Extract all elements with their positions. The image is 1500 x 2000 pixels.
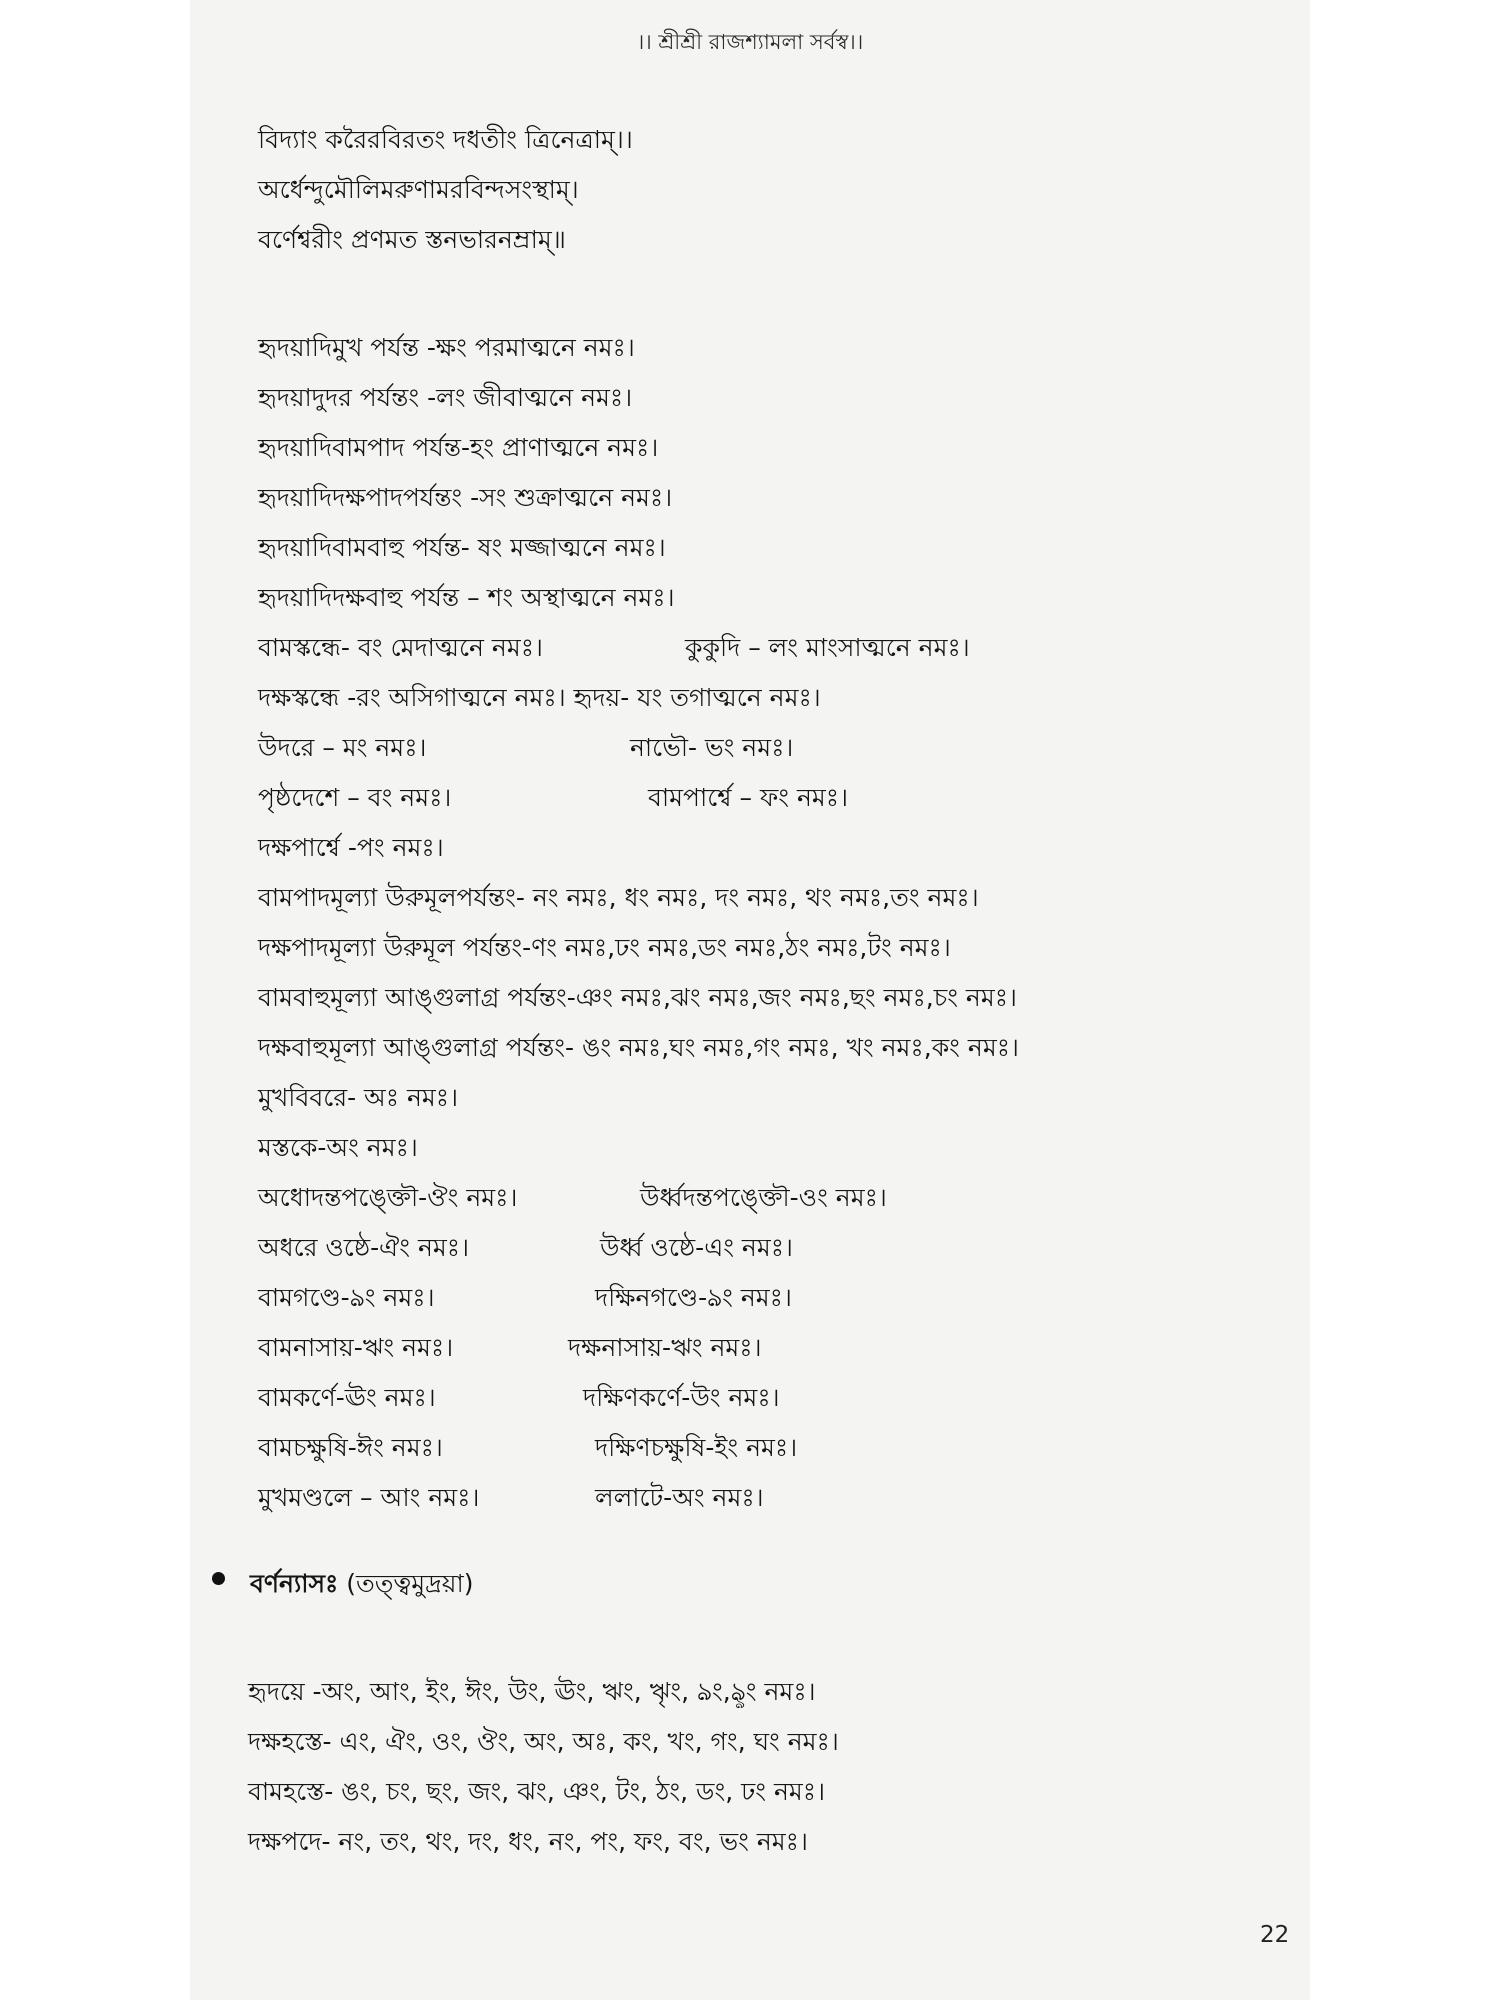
verse-line: বর্ণেশ্বরীং প্রণমত স্তনভারনম্রাম্॥ xyxy=(258,225,566,254)
nyasa-line: বামবাহুমূল্যা আঙ্গুলাগ্র পর্যন্তং-ঞং নমঃ,ঝং নমঃ,জং নমঃ,ছং নমঃ,চং নমঃ। xyxy=(258,983,1017,1012)
nyasa-line: অধোদন্তপঙ্ক্তৌ-ঔং নমঃ। xyxy=(258,1183,518,1212)
page-number: 22 xyxy=(1260,1922,1290,1948)
margin-left xyxy=(0,0,190,2000)
nyasa-line: বামগণ্ডে-ঌং নমঃ। xyxy=(258,1283,435,1312)
nyasa-line: পৃষ্ঠদেশে – বং নমঃ। xyxy=(258,783,452,812)
nyasa-line: হৃদয়াদিবামপাদ পর্যন্ত-হং প্রাণাত্মনে নমঃ। xyxy=(258,433,659,462)
nyasa-line-right: দক্ষিণকর্ণে-উং নমঃ। xyxy=(583,1383,780,1412)
nyasa-line-right: দক্ষনাসায়-ঋং নমঃ। xyxy=(568,1333,762,1362)
section-subtitle: (তত্ত্বমুদ্রয়া) xyxy=(338,1569,474,1598)
nyasa-line: বামনাসায়-ঋং নমঃ। xyxy=(258,1333,454,1362)
nyasa-line-right: উর্ধ্ব ওষ্ঠে-এং নমঃ। xyxy=(600,1233,793,1262)
section-title: বর্ণন্যাসঃ xyxy=(250,1569,339,1598)
nyasa-line: হৃদয়াদিবামবাহু পর্যন্ত- ষং মজ্জাত্মনে নমঃ। xyxy=(258,533,666,562)
nyasa-line-right: কুকুদি – লং মাংসাত্মনে নমঃ। xyxy=(685,633,970,662)
nyasa-line: দক্ষপাদমূল্যা উরুমূল পর্যন্তং-ণং নমঃ,ঢং নমঃ,ডং নমঃ,ঠং নমঃ,টং নমঃ। xyxy=(258,933,951,962)
nyasa-line: হৃদয়াদিমুখ পর্যন্ত -ক্ষং পরমাত্মনে নমঃ। xyxy=(258,333,635,362)
nyasa-line: দক্ষবাহুমূল্যা আঙ্গুলাগ্র পর্যন্তং- ঙং নমঃ,ঘং নমঃ,গং নমঃ, খং নমঃ,কং নমঃ। xyxy=(258,1033,1019,1062)
varna-line: হৃদয়ে -অং, আং, ইং, ঈং, উং, ঊং, ঋং, ৠং, ঌং,ৡং নমঃ। xyxy=(248,1677,816,1706)
verse-line: বিদ্যাং করৈরবিরতং দধতীং ত্রিনেত্রাম্।। xyxy=(258,125,633,154)
nyasa-line: বামস্কন্ধে- বং মেদাত্মনে নমঃ। xyxy=(258,633,543,662)
nyasa-line: উদরে – মং নমঃ। xyxy=(258,733,427,762)
nyasa-line: মুখমণ্ডলে – আং নমঃ। xyxy=(258,1483,480,1512)
nyasa-line: বামকর্ণে-ঊং নমঃ। xyxy=(258,1383,436,1412)
nyasa-line: দক্ষপার্শ্বে -পং নমঃ। xyxy=(258,833,444,862)
varna-line: দক্ষপদে- নং, তং, থং, দং, ধং, নং, পং, ফং, বং, ভং নমঃ। xyxy=(248,1827,808,1856)
section-heading xyxy=(250,1564,474,1607)
varna-line: বামহস্তে- ঙং, চং, ছং, জং, ঝং, ঞং, টং, ঠং, ডং, ঢং নমঃ। xyxy=(248,1777,826,1806)
book-page xyxy=(190,0,1310,2000)
nyasa-line-right: নাভৌ- ভং নমঃ। xyxy=(630,733,794,762)
nyasa-line: অধরে ওষ্ঠে-ঐং নমঃ। xyxy=(258,1233,470,1262)
page-header: ।। শ্রীশ্রী রাজশ্যামলা সর্বস্ব।। xyxy=(636,30,864,54)
verse-line: অর্ধেন্দুমৌলিমরুণামরবিন্দসংস্থাম্। xyxy=(258,175,579,204)
nyasa-line-right: ললাটে-অং নমঃ। xyxy=(595,1483,764,1512)
nyasa-line-right: দক্ষিনগণ্ডে-ঌং নমঃ। xyxy=(595,1283,792,1312)
nyasa-line: হৃদয়াদিদক্ষপাদপর্যন্তং -সং শুক্রাত্মনে নমঃ। xyxy=(258,483,673,512)
nyasa-line-right: দক্ষিণচক্ষুষি-ইং নমঃ। xyxy=(595,1433,798,1462)
nyasa-line: হৃদয়াদিদক্ষবাহু পর্যন্ত – শং অস্থাত্মনে নমঃ। xyxy=(258,583,675,612)
nyasa-line: বামচক্ষুষি-ঈং নমঃ। xyxy=(258,1433,443,1462)
nyasa-line: দক্ষস্কন্ধে -রং অসিগাত্মনে নমঃ। হৃদয়- যং তগাত্মনে নমঃ। xyxy=(258,683,821,712)
nyasa-line: বামপাদমূল্যা উরুমূলপর্যন্তং- নং নমঃ, ধং নমঃ, দং নমঃ, থং নমঃ,তং নমঃ। xyxy=(258,883,979,912)
nyasa-line-right: উর্ধ্বদন্তপঙ্ক্তৌ-ওং নমঃ। xyxy=(640,1183,887,1212)
nyasa-line: মুখবিবরে- অঃ নমঃ। xyxy=(258,1083,459,1112)
nyasa-line: হৃদয়াদুদর পর্যন্তং -লং জীবাত্মনে নমঃ। xyxy=(258,383,633,412)
nyasa-line-right: বামপার্শ্বে – ফং নমঃ। xyxy=(648,783,849,812)
bullet-icon xyxy=(212,1572,225,1585)
nyasa-line: মস্তকে-অং নমঃ। xyxy=(258,1133,418,1162)
varna-line: দক্ষহস্তে- এং, ঐং, ওং, ঔং, অং, অঃ, কং, খং, গং, ঘং নমঃ। xyxy=(248,1727,839,1756)
